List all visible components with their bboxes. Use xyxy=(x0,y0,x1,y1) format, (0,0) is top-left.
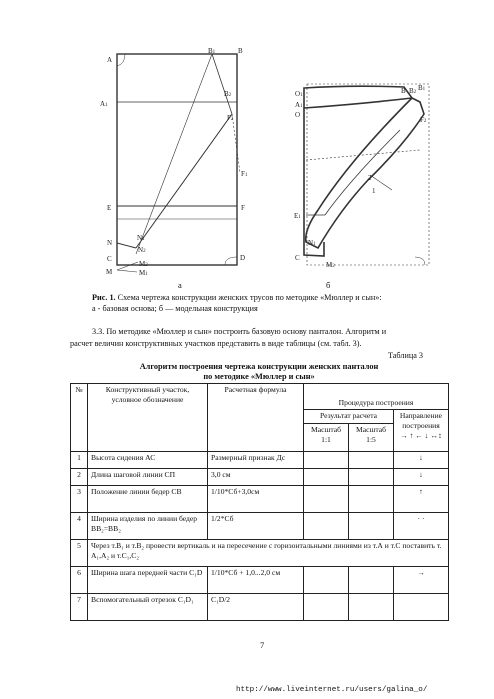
svg-text:1: 1 xyxy=(372,187,376,195)
svg-text:2: 2 xyxy=(368,174,372,182)
row-section: Положение линии бедер СВ xyxy=(88,486,208,513)
row-section: Ширина шага передней части С₁D xyxy=(88,567,208,594)
svg-text:A: A xyxy=(107,56,113,64)
svg-text:M: M xyxy=(106,268,113,276)
row-direction: → xyxy=(394,567,449,594)
row-section: Высота сидения АС xyxy=(88,452,208,469)
row-num: 4 xyxy=(71,513,88,540)
row-formula: 1/10*Сб + 1,0...2,0 см xyxy=(208,567,304,594)
table-row xyxy=(71,452,449,469)
row-merged-text: Через т.В₁ и т.В₂ провести вертикаль и на пересечение с горизонтальными линиями из т.А и т.С поставить т. А₁,А₂ и т.С₁,С₂ xyxy=(88,540,449,567)
table-row xyxy=(71,567,449,594)
header-arrows: → ↑ ← ↓ ↔↕ xyxy=(400,431,442,440)
pattern-figure xyxy=(0,30,494,292)
row-section: Длина шаговой линии СП xyxy=(88,469,208,486)
figure-caption xyxy=(92,292,382,314)
row-scale-1-1 xyxy=(304,513,349,540)
header-scale-1-5: Масштаб 1:5 xyxy=(349,424,394,452)
svg-text:C: C xyxy=(295,254,300,262)
svg-text:A1: A1 xyxy=(295,101,303,109)
page-number: 7 xyxy=(260,640,265,650)
svg-text:F1: F1 xyxy=(241,170,248,178)
svg-text:O: O xyxy=(295,111,301,119)
table-title-line1: Алгоритм построения чертежа конструкции женских панталон xyxy=(139,362,379,371)
row-num: 6 xyxy=(71,567,88,594)
svg-text:F2: F2 xyxy=(420,116,427,124)
svg-text:N1: N1 xyxy=(308,239,316,247)
header-direction-label: Направление построения xyxy=(399,411,443,430)
table-number: Таблица 3 xyxy=(388,351,424,360)
row-formula: С₁D/2 xyxy=(208,594,304,621)
row-scale-1-5 xyxy=(349,594,394,621)
row-formula: Размерный признак Дс xyxy=(208,452,304,469)
header-direction xyxy=(394,410,449,452)
row-section: Ширина изделия по линии бедер ВВ₂=ВВ₂ xyxy=(88,513,208,540)
figure-b-label: б xyxy=(326,280,331,290)
svg-text:D: D xyxy=(240,254,246,262)
header-num: № xyxy=(71,384,88,452)
caption-line2: а - базовая основа; б — модельная конструкция xyxy=(92,304,258,313)
algorithm-table xyxy=(70,383,449,621)
svg-text:N2: N2 xyxy=(138,246,146,254)
svg-text:E1: E1 xyxy=(294,212,301,220)
row-scale-1-5 xyxy=(349,452,394,469)
row-formula: 1/10*Сб+3,0см xyxy=(208,486,304,513)
row-direction: ↓ xyxy=(394,452,449,469)
svg-text:C: C xyxy=(107,255,112,263)
svg-text:B1: B1 xyxy=(418,84,426,92)
row-num: 5 xyxy=(71,540,88,567)
header-procedure: Процедура построения xyxy=(304,384,449,410)
row-num: 2 xyxy=(71,469,88,486)
svg-text:B: B xyxy=(401,87,406,95)
svg-text:B2: B2 xyxy=(224,90,232,98)
row-direction: ↓ xyxy=(394,469,449,486)
row-scale-1-5 xyxy=(349,486,394,513)
table-row xyxy=(71,486,449,513)
row-scale-1-5 xyxy=(349,469,394,486)
svg-text:N: N xyxy=(107,239,113,247)
svg-text:E: E xyxy=(107,204,112,212)
svg-text:M1: M1 xyxy=(139,269,148,277)
row-direction xyxy=(394,594,449,621)
table-row xyxy=(71,513,449,540)
svg-text:B2: B2 xyxy=(409,87,417,95)
svg-text:F2: F2 xyxy=(227,114,234,122)
figure-a-label: а xyxy=(178,280,182,290)
table-row xyxy=(71,594,449,621)
caption-bold: Рис. 1. xyxy=(92,293,116,302)
row-scale-1-1 xyxy=(304,486,349,513)
figure-b-labels xyxy=(294,84,427,269)
row-num: 3 xyxy=(71,486,88,513)
row-direction: · · xyxy=(394,513,449,540)
svg-text:M2: M2 xyxy=(139,260,148,268)
table-title-line2: по методике «Мюллер и сын» xyxy=(203,372,315,381)
row-scale-1-5 xyxy=(349,513,394,540)
row-scale-1-5 xyxy=(349,567,394,594)
figure-a-labels xyxy=(100,47,248,277)
row-formula: 3,0 см xyxy=(208,469,304,486)
row-formula: 1/2*Сб xyxy=(208,513,304,540)
figure-b-drawing xyxy=(304,84,429,265)
row-num: 1 xyxy=(71,452,88,469)
header-scale-1-1: Масштаб 1:1 xyxy=(304,424,349,452)
row-section: Вспомогательный отрезок С₁D₁ xyxy=(88,594,208,621)
table-row xyxy=(71,540,449,567)
caption-line1: Схема чертежа конструкции женских трусов по методике «Мюллер и сын»: xyxy=(115,293,382,302)
row-scale-1-1 xyxy=(304,567,349,594)
footer-url[interactable]: http://www.liveinternet.ru/users/galina_o/ xyxy=(236,686,428,694)
paragraph-line2: расчет величин конструктивных участков представить в виде таблицы (см. табл. 3). xyxy=(70,339,362,348)
svg-text:A1: A1 xyxy=(100,100,108,108)
row-num: 7 xyxy=(71,594,88,621)
row-scale-1-1 xyxy=(304,469,349,486)
row-direction: ↑ xyxy=(394,486,449,513)
svg-text:B1: B1 xyxy=(208,47,216,55)
row-scale-1-1 xyxy=(304,594,349,621)
header-formula: Расчетная формула xyxy=(208,384,304,452)
table-row xyxy=(71,469,449,486)
header-result: Результат расчета xyxy=(304,410,394,424)
svg-text:N1: N1 xyxy=(137,234,145,242)
svg-text:F: F xyxy=(241,204,245,212)
svg-text:B: B xyxy=(238,47,243,55)
paragraph-line1: 3.3. По методике «Мюллер и сын» построить базовую основу панталон. Алгоритм и xyxy=(92,327,387,336)
header-section: Конструктивный участок, условное обозначение xyxy=(88,384,208,452)
svg-text:O1: O1 xyxy=(295,90,303,98)
table-title xyxy=(70,362,448,382)
figure-a-drawing xyxy=(117,54,240,272)
svg-text:M2: M2 xyxy=(326,261,335,269)
row-scale-1-1 xyxy=(304,452,349,469)
